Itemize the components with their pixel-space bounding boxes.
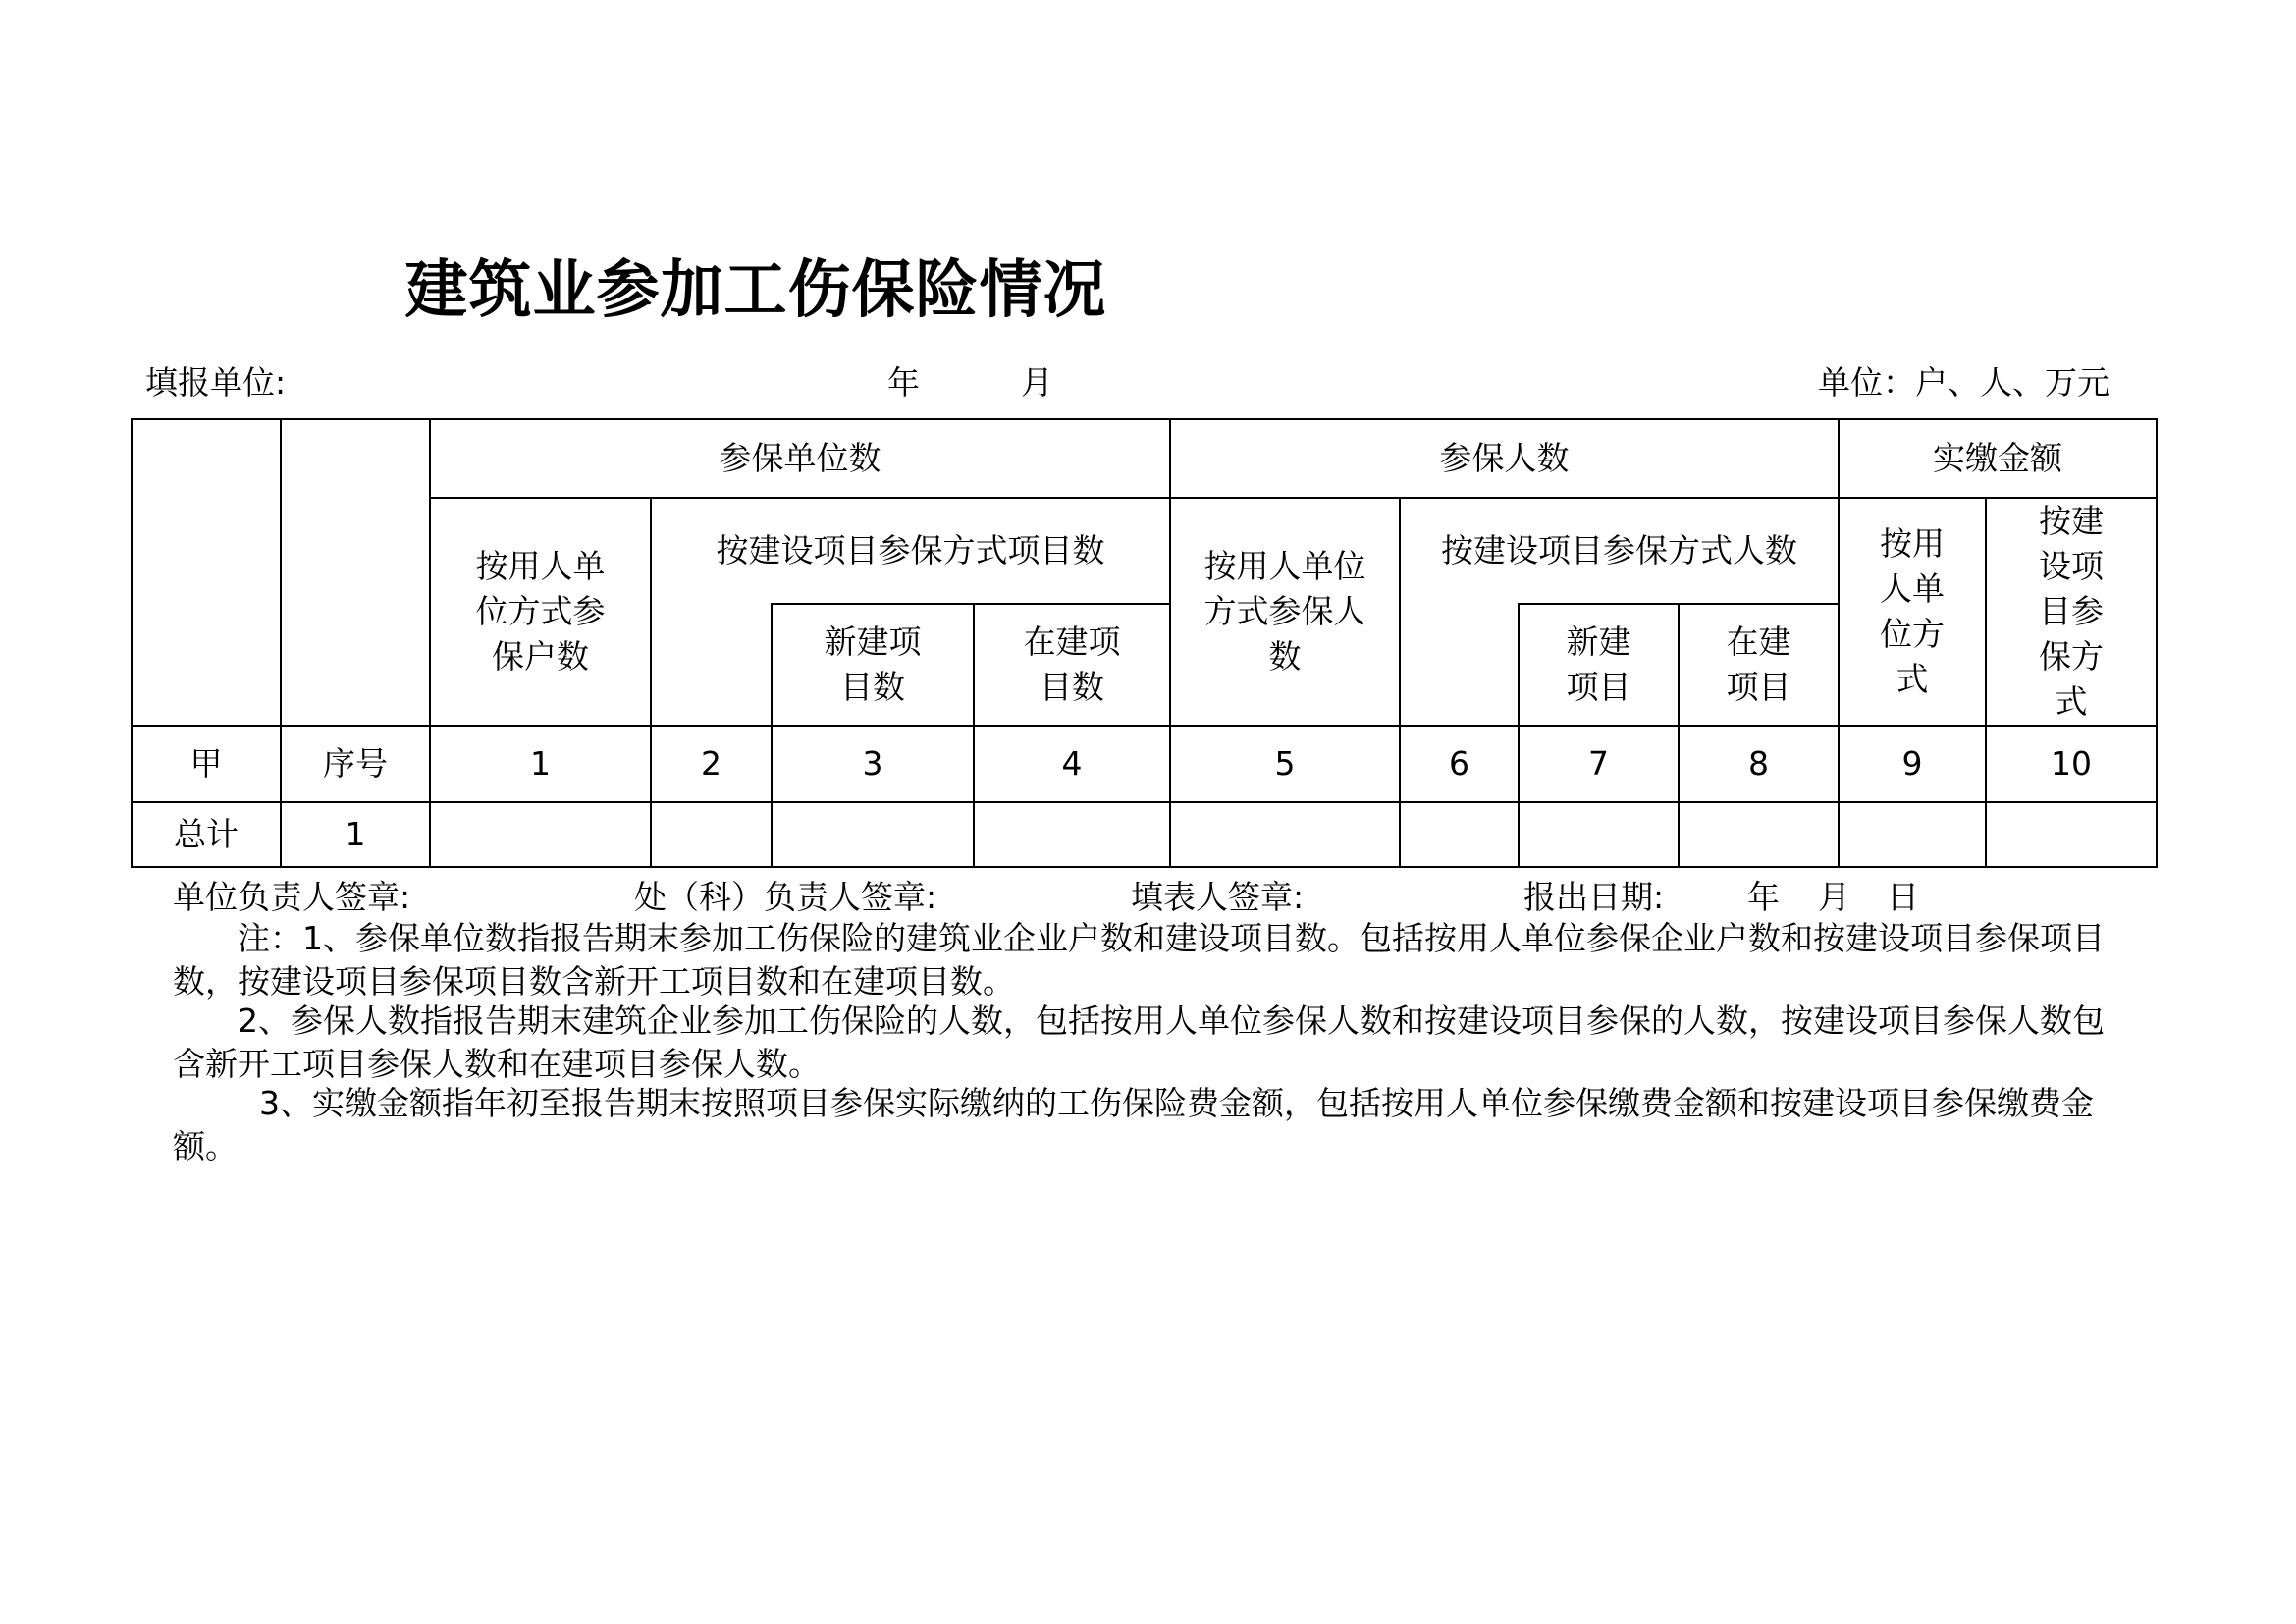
insurance-table (131, 418, 2158, 868)
index-cell: 9 (1839, 726, 1986, 802)
report-date-label: 报出日期: (1523, 878, 1665, 916)
page-title: 建筑业参加工伤保险情况 (404, 254, 1107, 327)
total-cell[interactable] (1400, 802, 1519, 867)
header-people-project-spacer (1400, 604, 1519, 726)
header-people-by-employer: 按用人单位方式参保人数 (1170, 498, 1400, 726)
total-cell[interactable] (1170, 802, 1400, 867)
dept-head-signature-label: 处（科）负责人签章: (634, 878, 937, 916)
note-1 (173, 917, 2116, 1003)
header-people-new: 新建项目 (1519, 604, 1679, 726)
index-cell: 8 (1679, 726, 1839, 802)
header-units-by-employer: 按用人单位方式参保户数 (430, 498, 651, 726)
unit-label: 单位：户、人、万元 (1818, 363, 2109, 402)
index-cell: 6 (1400, 726, 1519, 802)
index-cell: 10 (1986, 726, 2157, 802)
header-amount-by-employer: 按用人单位方式 (1839, 498, 1986, 726)
total-cell[interactable] (1679, 802, 1839, 867)
total-row (132, 802, 2157, 867)
header-units-ongoing: 在建项目数 (974, 604, 1170, 726)
year-label: 年 (887, 363, 920, 402)
header-people: 参保人数 (1170, 419, 1839, 498)
index-row (132, 726, 2157, 802)
report-date-year: 年 (1747, 878, 1780, 916)
note-3 (173, 1082, 2116, 1168)
total-cell: 1 (281, 802, 430, 867)
header-amount: 实缴金额 (1839, 419, 2157, 498)
index-cell: 甲 (132, 726, 281, 802)
total-cell[interactable] (974, 802, 1170, 867)
index-cell: 7 (1519, 726, 1679, 802)
header-units-project-spacer (651, 604, 772, 726)
header-units: 参保单位数 (430, 419, 1170, 498)
note-1-text: 注：1、参保单位数指报告期末参加工伤保险的建筑业企业户数和建设项目数。包括按用人单位参保企业户数和按建设项目参保项目数，按建设项目参保项目数含新开工项目数和在建项目数。 (173, 919, 2105, 1001)
header-people-by-project: 按建设项目参保方式人数 (1400, 498, 1839, 604)
total-cell[interactable] (1986, 802, 2157, 867)
corner-cell-2 (281, 419, 430, 726)
month-label: 月 (1021, 363, 1053, 402)
note-2-text: 2、参保人数指报告期末建筑企业参加工伤保险的人数，包括按用人单位参保人数和按建设项目参保的人数，按建设项目参保人数包含新开工项目参保人数和在建项目参保人数。 (173, 1001, 2105, 1083)
total-cell[interactable] (430, 802, 651, 867)
preparer-signature-label: 填表人签章: (1131, 878, 1305, 916)
header-units-new: 新建项目数 (772, 604, 974, 726)
header-units-by-project: 按建设项目参保方式项目数 (651, 498, 1170, 604)
reporting-unit-label: 填报单位: (145, 363, 287, 402)
note-2 (173, 1000, 2116, 1086)
note-3-text: 3、实缴金额指年初至报告期末按照项目参保实际缴纳的工伤保险费金额，包括按用人单位参保缴费金额和按建设项目参保缴费金额。 (173, 1084, 2094, 1165)
total-label-cell: 总计 (132, 802, 281, 867)
total-cell[interactable] (1839, 802, 1986, 867)
index-cell: 序号 (281, 726, 430, 802)
unit-head-signature-label: 单位负责人签章: (173, 878, 411, 916)
signature-row (173, 872, 2165, 916)
report-date-month: 月 (1818, 878, 1850, 916)
header-people-ongoing: 在建项目 (1679, 604, 1839, 726)
index-cell: 4 (974, 726, 1170, 802)
index-cell: 1 (430, 726, 651, 802)
total-cell[interactable] (1519, 802, 1679, 867)
total-cell[interactable] (772, 802, 974, 867)
header-amount-by-project: 按建设项目参保方式 (1986, 498, 2157, 726)
index-cell: 5 (1170, 726, 1400, 802)
index-cell: 3 (772, 726, 974, 802)
corner-cell-1 (132, 419, 281, 726)
index-cell: 2 (651, 726, 772, 802)
report-date-day: 日 (1887, 878, 1919, 916)
total-cell[interactable] (651, 802, 772, 867)
